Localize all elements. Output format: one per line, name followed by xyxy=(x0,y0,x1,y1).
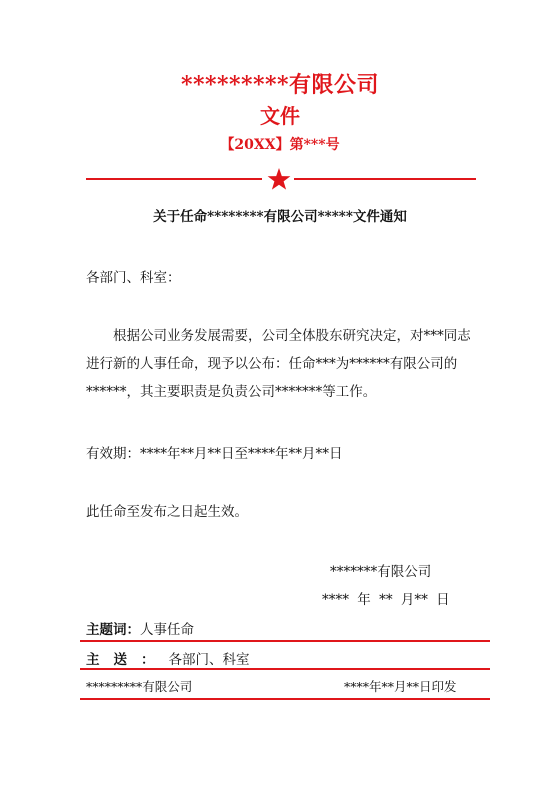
divider-line-right xyxy=(294,178,476,180)
header-company-name: *********有限公司 xyxy=(180,72,380,98)
rule-middle xyxy=(80,668,490,670)
cc-label: 主送： xyxy=(86,652,169,668)
keywords-label: 主题词： xyxy=(86,622,140,638)
notice-title: 关于任命********有限公司*****文件通知 xyxy=(153,209,407,225)
rule-bottom xyxy=(80,698,490,700)
salutation: 各部门、科室： xyxy=(86,270,181,286)
keywords-row xyxy=(86,618,194,638)
keywords-value: 人事任命 xyxy=(140,622,194,638)
header-document-type: 文件 xyxy=(260,104,300,128)
divider-line-left xyxy=(86,178,262,180)
footer-print-date: ****年**月**日印发 xyxy=(344,679,457,694)
header-divider xyxy=(86,168,476,190)
signature-company: *******有限公司 xyxy=(330,564,432,580)
body-paragraph: 根据公司业务发展需要，公司全体股东研究决定，对***同志进行新的人事任命，现予以公布：任命***为******有限公司的******，其主要职责是负责公司*******等工作。 xyxy=(86,328,471,400)
signature-date: **** 年 ** 月** 日 xyxy=(322,592,450,608)
cc-value: 各部门、科室 xyxy=(168,652,250,668)
validity-period: 有效期：****年**月**日至****年**月**日 xyxy=(86,446,343,462)
star-icon xyxy=(267,168,291,190)
document-number: 【20XX】第***号 xyxy=(220,137,340,153)
rule-top xyxy=(80,640,490,642)
footer-issuer: *********有限公司 xyxy=(86,679,193,694)
effective-statement: 此任命至发布之日起生效。 xyxy=(86,504,248,520)
cc-row xyxy=(86,648,250,668)
